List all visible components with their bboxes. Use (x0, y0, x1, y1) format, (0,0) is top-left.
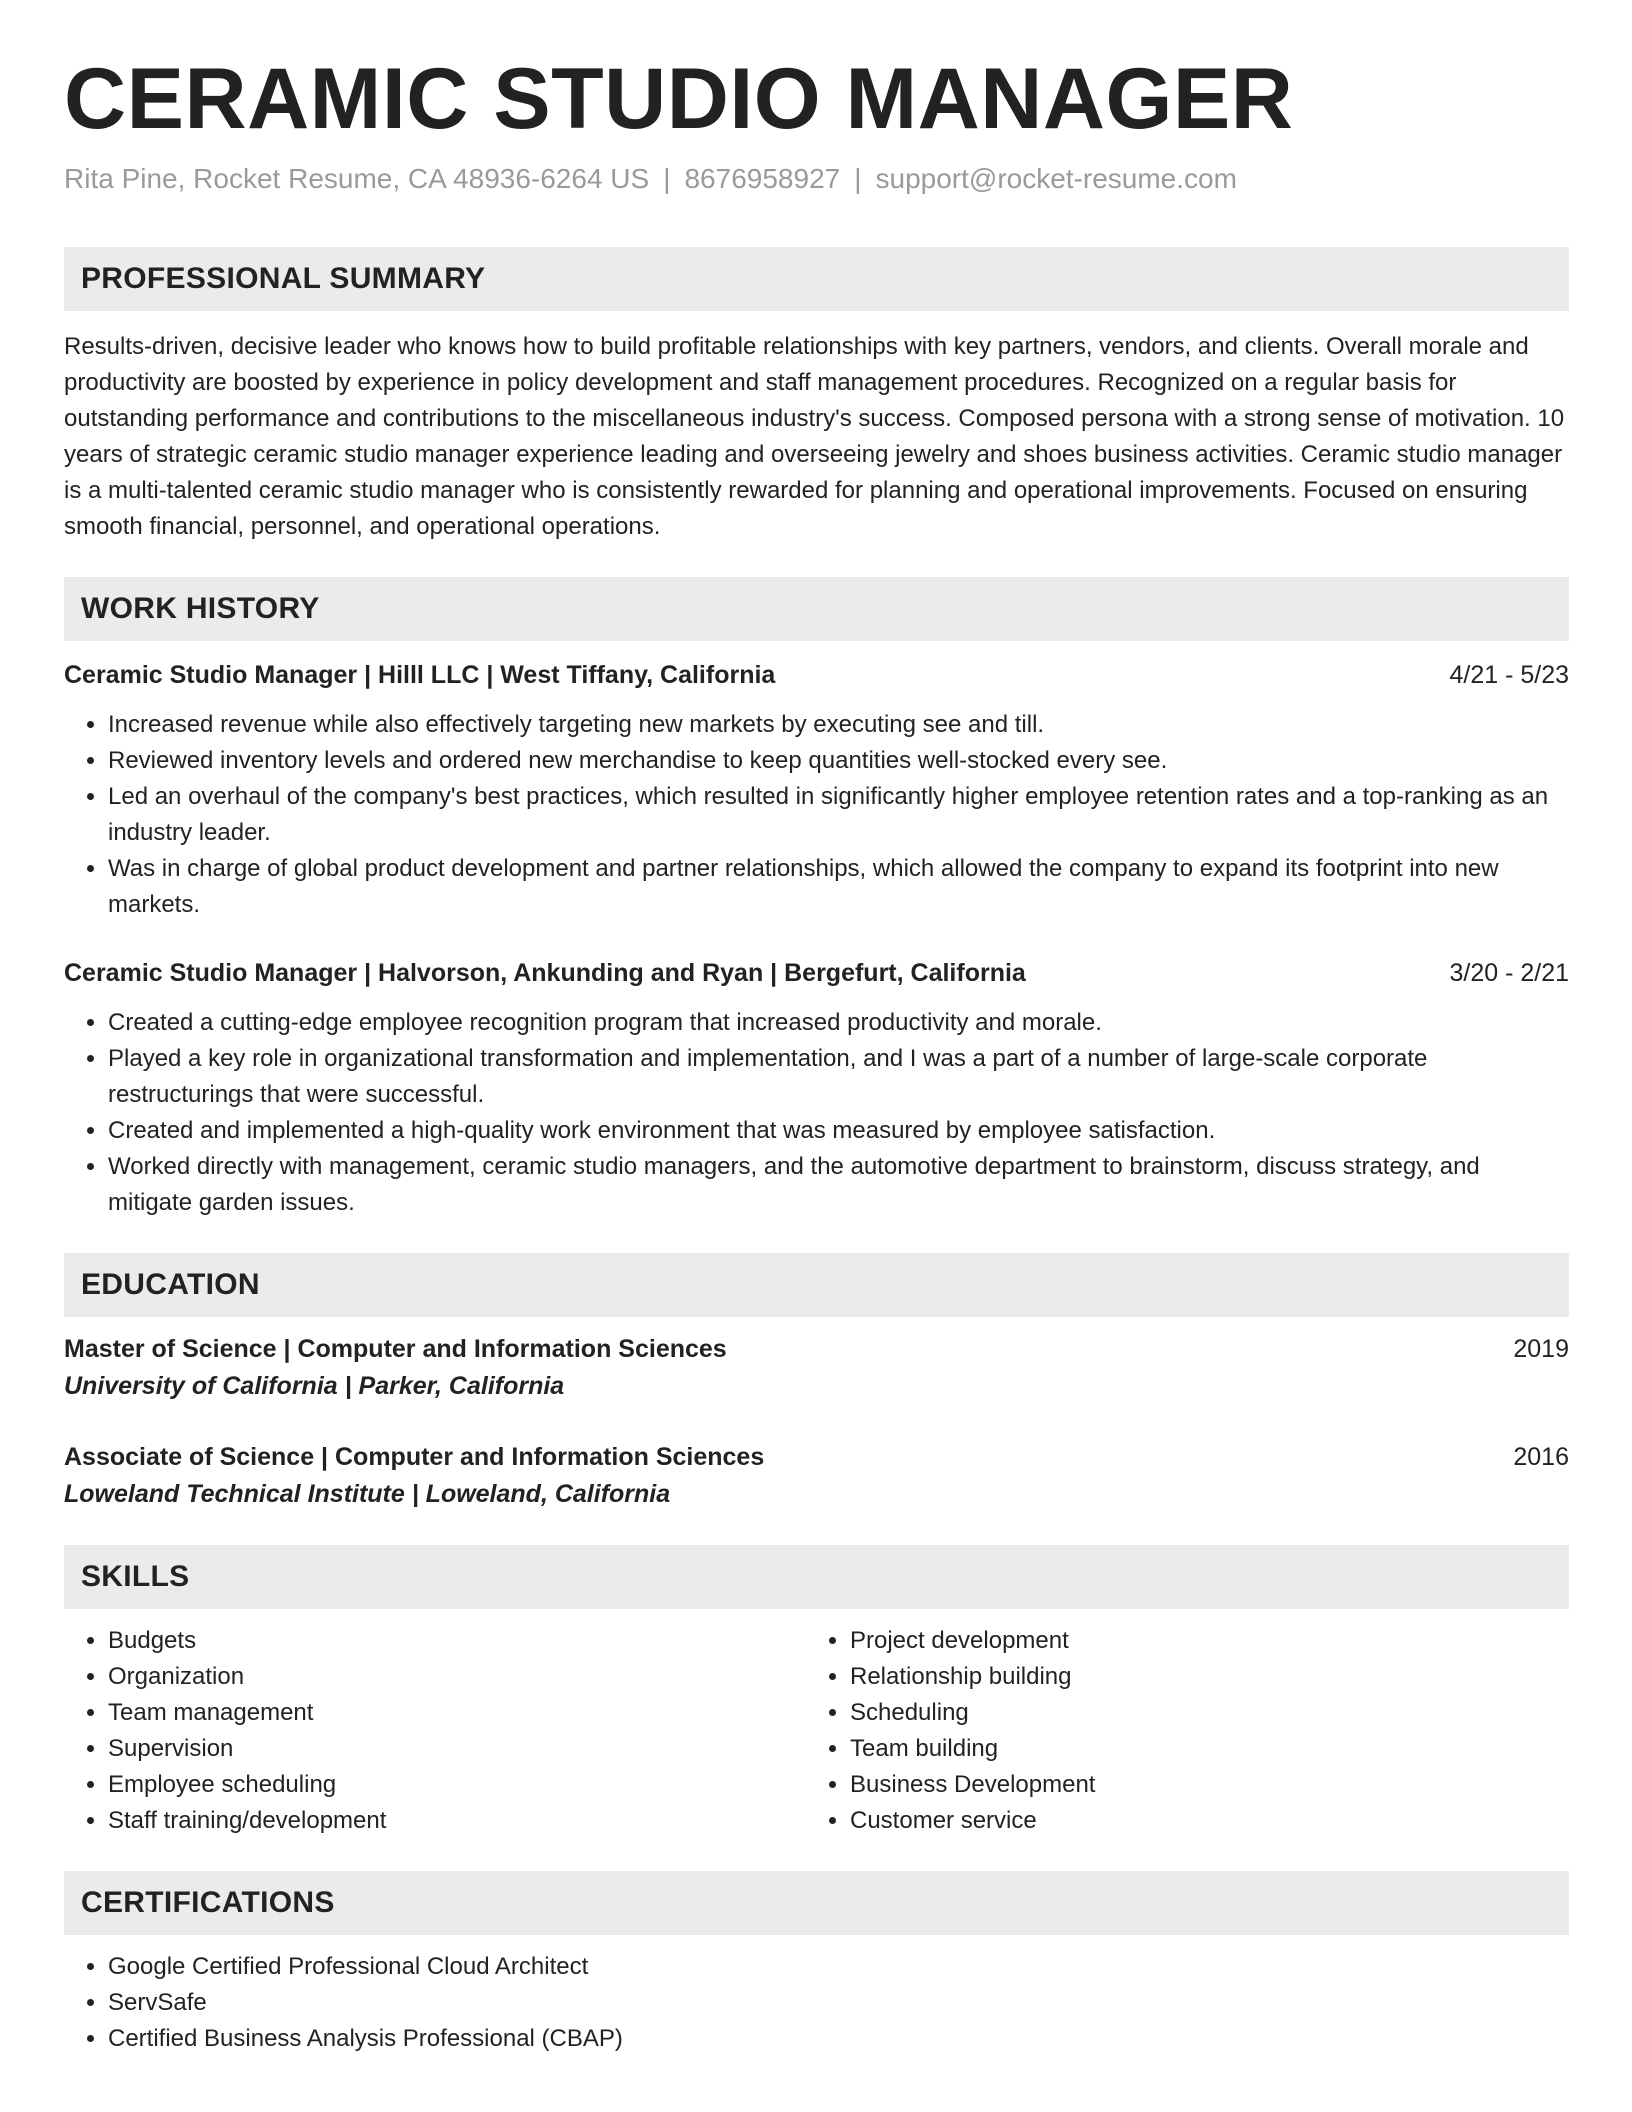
job-entry (64, 955, 1569, 1221)
education-header (64, 1331, 1569, 1367)
skill-item: • Team building (850, 1731, 1548, 1767)
skill-item: • Organization (108, 1659, 806, 1695)
job-bullet: • Increased revenue while also effectively targeting new markets by executing see and till. (108, 707, 1569, 743)
certification-item: • Google Certified Professional Cloud Architect (108, 1949, 1569, 1985)
skill-item: • Relationship building (850, 1659, 1548, 1695)
skill-item: • Team management (108, 1695, 806, 1731)
contact-separator: | (663, 162, 671, 194)
contact-phone: 8676958927 (684, 162, 841, 194)
education-year: 2016 (1513, 1442, 1569, 1471)
job-title: Ceramic Studio Manager | Halvorson, Ankunding and Ryan | Bergefurt, California (64, 958, 1026, 987)
job-bullets (64, 1005, 1569, 1221)
resume-page (64, 52, 1569, 2057)
job-bullet: • Was in charge of global product development and partner relationships, which allowed the company to expand its footprint into new markets. (108, 851, 1569, 923)
skill-item: • Staff training/development (108, 1803, 806, 1839)
skill-item: • Project development (850, 1623, 1548, 1659)
contact-separator: | (854, 162, 862, 194)
education-school: University of California | Parker, California (64, 1371, 565, 1400)
job-dates: 4/21 - 5/23 (1449, 660, 1569, 689)
contact-email: support@rocket-resume.com (875, 162, 1237, 194)
skills-column-right (806, 1623, 1548, 1839)
skill-item: • Scheduling (850, 1695, 1548, 1731)
section-heading-summary: PROFESSIONAL SUMMARY (64, 247, 1569, 311)
education-entry (64, 1439, 1569, 1513)
skills-list (64, 1623, 1569, 1839)
job-dates: 3/20 - 2/21 (1449, 958, 1569, 987)
job-title: Ceramic Studio Manager | Hilll LLC | West Tiffany, California (64, 660, 776, 689)
education-entry (64, 1331, 1569, 1405)
resume-title: CERAMIC STUDIO MANAGER (64, 51, 1294, 147)
skill-item: • Customer service (850, 1803, 1548, 1839)
education-degree: Associate of Science | Computer and Information Sciences (64, 1442, 765, 1471)
education-degree: Master of Science | Computer and Information Sciences (64, 1334, 727, 1363)
job-bullet: • Created a cutting-edge employee recognition program that increased productivity and morale. (108, 1005, 1569, 1041)
skill-item: • Employee scheduling (108, 1767, 806, 1803)
job-bullet: • Worked directly with management, ceramic studio managers, and the automotive department to brainstorm, discuss strategy, and mitigate garden issues. (108, 1149, 1569, 1221)
skills-column-left (64, 1623, 806, 1839)
education-year: 2019 (1513, 1334, 1569, 1363)
section-heading-skills: SKILLS (64, 1545, 1569, 1609)
skill-item: • Supervision (108, 1731, 806, 1767)
certifications-list (64, 1949, 1569, 2057)
summary-text: Results-driven, decisive leader who knows how to build profitable relationships with key partners, vendors, and clients. Overall morale and productivity are boosted by experience in policy development and staff management procedures. Recognized on a regular basis for outstanding performance and contributions to the miscellaneous industry's success. Composed persona with a strong sense of motivation. 10 years of strategic ceramic studio manager experience leading and overseeing jewelry and shoes business activities. Ceramic studio manager is a multi-talented ceramic studio manager who is consistently rewarded for planning and operational improvements. Focused on ensuring smooth financial, personnel, and operational operations. (64, 332, 1565, 540)
job-bullet: • Played a key role in organizational transformation and implementation, and I was a part of a number of large-scale corporate restructurings that were successful. (108, 1041, 1569, 1113)
job-entry (64, 657, 1569, 923)
certification-item: • Certified Business Analysis Professional (CBAP) (108, 2021, 1569, 2057)
contact-line (64, 161, 1569, 197)
job-bullet: • Created and implemented a high-quality work environment that was measured by employee satisfaction. (108, 1113, 1569, 1149)
section-heading-work-history: WORK HISTORY (64, 577, 1569, 641)
job-bullet: • Led an overhaul of the company's best practices, which resulted in significantly higher employee retention rates and a top-ranking as an industry leader. (108, 779, 1569, 851)
section-heading-certifications: CERTIFICATIONS (64, 1871, 1569, 1935)
education-header (64, 1439, 1569, 1475)
job-bullets (64, 707, 1569, 923)
section-heading-education: EDUCATION (64, 1253, 1569, 1317)
job-header (64, 657, 1569, 693)
skill-item: • Budgets (108, 1623, 806, 1659)
contact-address: Rita Pine, Rocket Resume, CA 48936-6264 US (64, 162, 650, 194)
job-bullet: • Reviewed inventory levels and ordered new merchandise to keep quantities well-stocked every see. (108, 743, 1569, 779)
certification-item: • ServSafe (108, 1985, 1569, 2021)
skill-item: • Business Development (850, 1767, 1548, 1803)
job-header (64, 955, 1569, 991)
education-school: Loweland Technical Institute | Loweland, California (64, 1479, 671, 1508)
